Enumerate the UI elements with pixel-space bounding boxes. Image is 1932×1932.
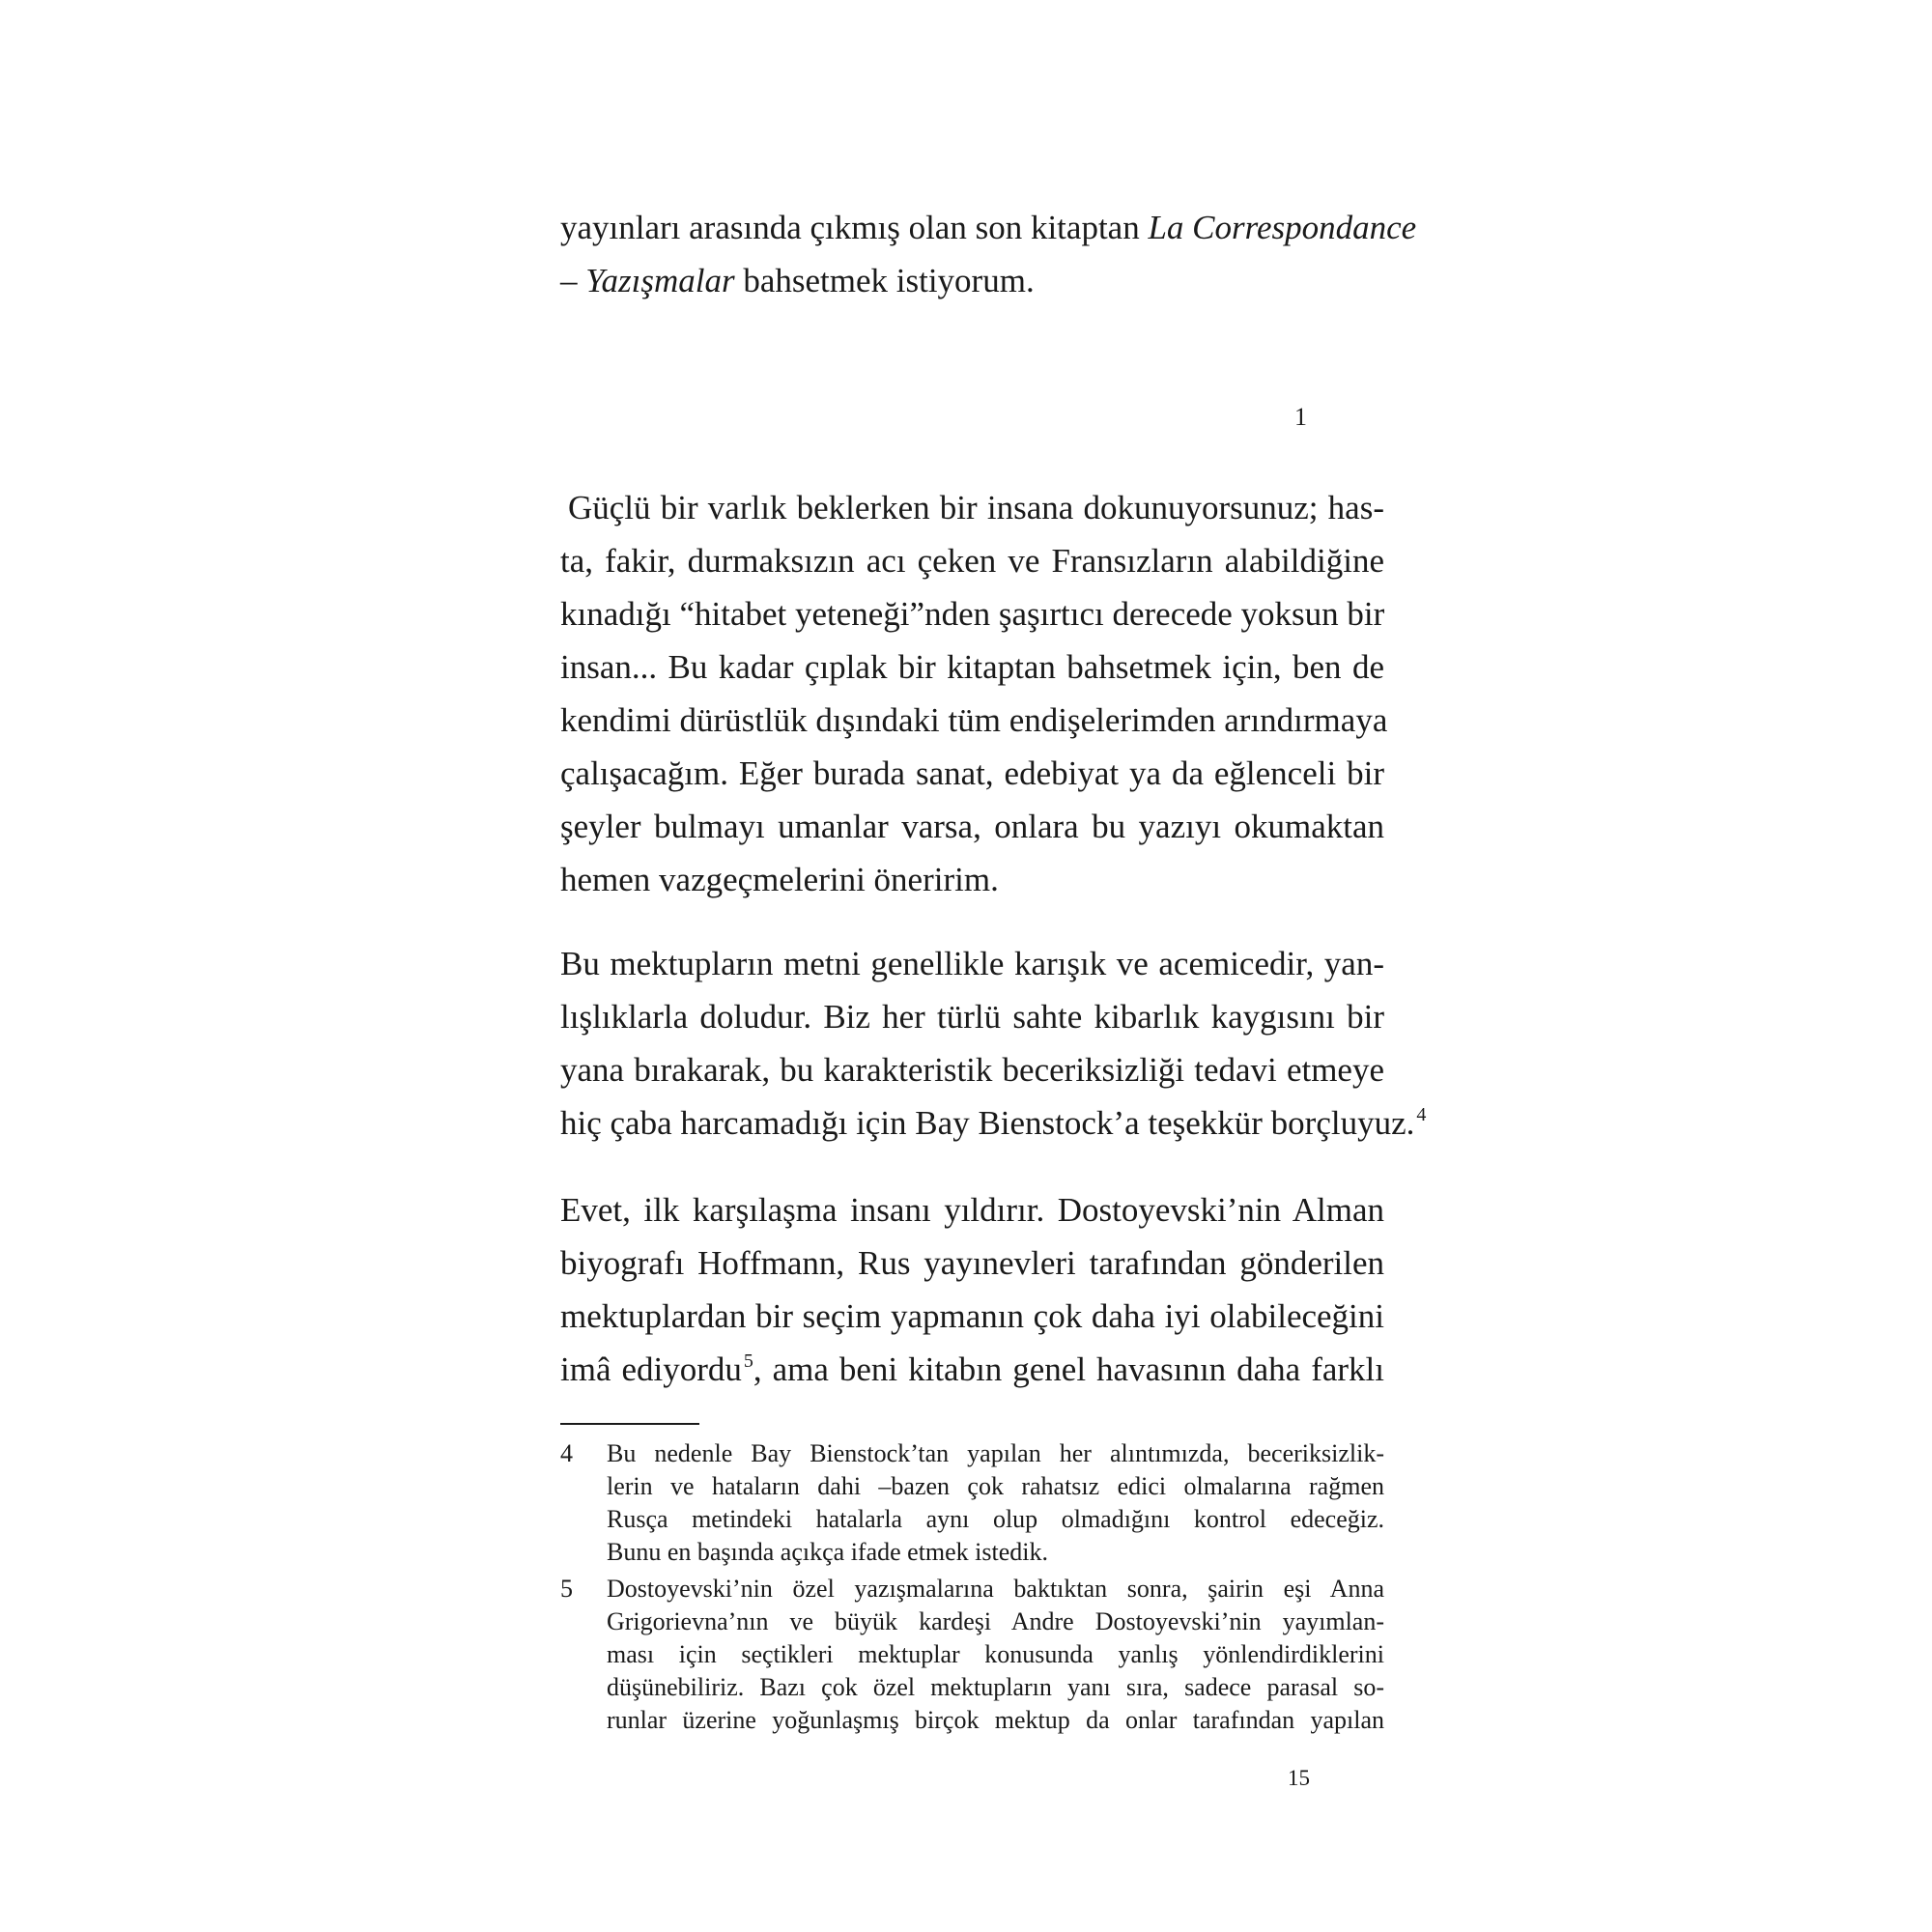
paragraph-1 [560,481,1388,906]
footnote-reference[interactable]: 5 [743,1350,753,1372]
paragraph-line: Bu mektupların metni genellikle karışık ve acemicedir, yan- [560,945,1384,982]
section-number: 1 [1294,403,1307,431]
footnote-line: Grigorievna’nın ve büyük kardeşi Andre Dostoyevski’nin yayımlan- [607,1607,1384,1635]
footnote-line: düşünebiliriz. Bazı çok özel mektupların yanı sıra, sadece parasal so- [607,1673,1384,1701]
footnote-line: Rusça metindeki hatalarla aynı olup olmadığını kontrol edeceğiz. [607,1505,1384,1533]
paragraph-2 [560,937,1427,1150]
footnote-number: 4 [560,1439,573,1467]
footnote-5 [560,1573,1384,1737]
paragraph-text: hiç çaba harcamadığı için Bay Bienstock’a teşekkür borçluyuz. [560,1104,1415,1142]
intro-paragraph [560,201,1417,307]
footnote-4 [560,1437,1384,1569]
paragraph-3 [560,1183,1384,1396]
footnote-reference[interactable]: 4 [1416,1104,1427,1125]
footnote-separator [560,1423,699,1425]
footnote-number: 5 [560,1575,573,1603]
paragraph-line: şeyler bulmayı umanlar varsa, onlara bu yazıyı okumaktan [560,808,1384,845]
paragraph-line: mektuplardan bir seçim yapmanın çok daha iyi olabileceğini [560,1297,1384,1335]
paragraph-line: yana bırakarak, bu karakteristik beceriksizliği tedavi etmeye [560,1051,1384,1089]
intro-line [560,201,1417,254]
paragraph-text: , ama beni kitabın genel havasının daha farklı [753,1350,1384,1388]
footnote-line: runlar üzerine yoğunlaşmış birçok mektup da onlar tarafından yapılan [607,1706,1384,1734]
paragraph-line: kınadığı “hitabet yeteneği”nden şaşırtıcı derecede yoksun bir [560,595,1385,633]
intro-line [560,254,1384,307]
paragraph-text: imâ ediyordu [560,1350,742,1388]
intro-text: yayınları arasında çıkmış olan son kitaptan [560,209,1149,246]
intro-text: – [560,262,586,299]
footnote-line: Dostoyevski’nin özel yazışmalarına baktıktan sonra, şairin eşi Anna [607,1575,1384,1603]
paragraph-line: insan... Bu kadar çıplak bir kitaptan bahsetmek için, ben de [560,648,1384,686]
paragraph-line: Evet, ilk karşılaşma insanı yıldırır. Dostoyevski’nin Alman [560,1191,1384,1229]
paragraph-line: biyografı Hoffmann, Rus yayınevleri tarafından gönderilen [560,1244,1384,1282]
book-title-italic: La Correspondance [1148,209,1417,246]
footnote-line: ması için seçtikleri mektuplar konusunda yanlış yönlendirdiklerini [607,1640,1384,1668]
paragraph-line: ta, fakir, durmaksızın acı çeken ve Fransızların alabildiğine [560,542,1384,580]
paragraph-line: kendimi dürüstlük dışındaki tüm endişelerimden arındırmaya [560,701,1388,739]
footnote-text [607,1437,1384,1569]
footnote-line: lerin ve hataların dahi –bazen çok rahatsız edici olmalarına rağmen [607,1472,1384,1500]
intro-text: bahsetmek istiyorum. [734,262,1035,299]
book-title-italic: Yazışmalar [585,262,735,299]
paragraph-line: hemen vazgeçmelerini öneririm. [560,861,999,898]
paragraph-line: Güçlü bir varlık beklerken bir insana dokunuyorsunuz; has- [568,489,1384,526]
paragraph-line [560,1343,1384,1396]
paragraph-line: lışlıklarla doludur. Biz her türlü sahte kibarlık kaygısını bir [560,998,1384,1036]
footnote-line: Bunu en başında açıkça ifade etmek istedik. [607,1538,1049,1566]
page-number: 15 [1288,1766,1310,1790]
footnote-text [607,1573,1384,1737]
paragraph-line: çalışacağım. Eğer burada sanat, edebiyat ya da eğlenceli bir [560,754,1384,792]
footnote-line: Bu nedenle Bay Bienstock’tan yapılan her alıntımızda, beceriksizlik- [607,1439,1384,1467]
paragraph-line [560,1096,1427,1150]
